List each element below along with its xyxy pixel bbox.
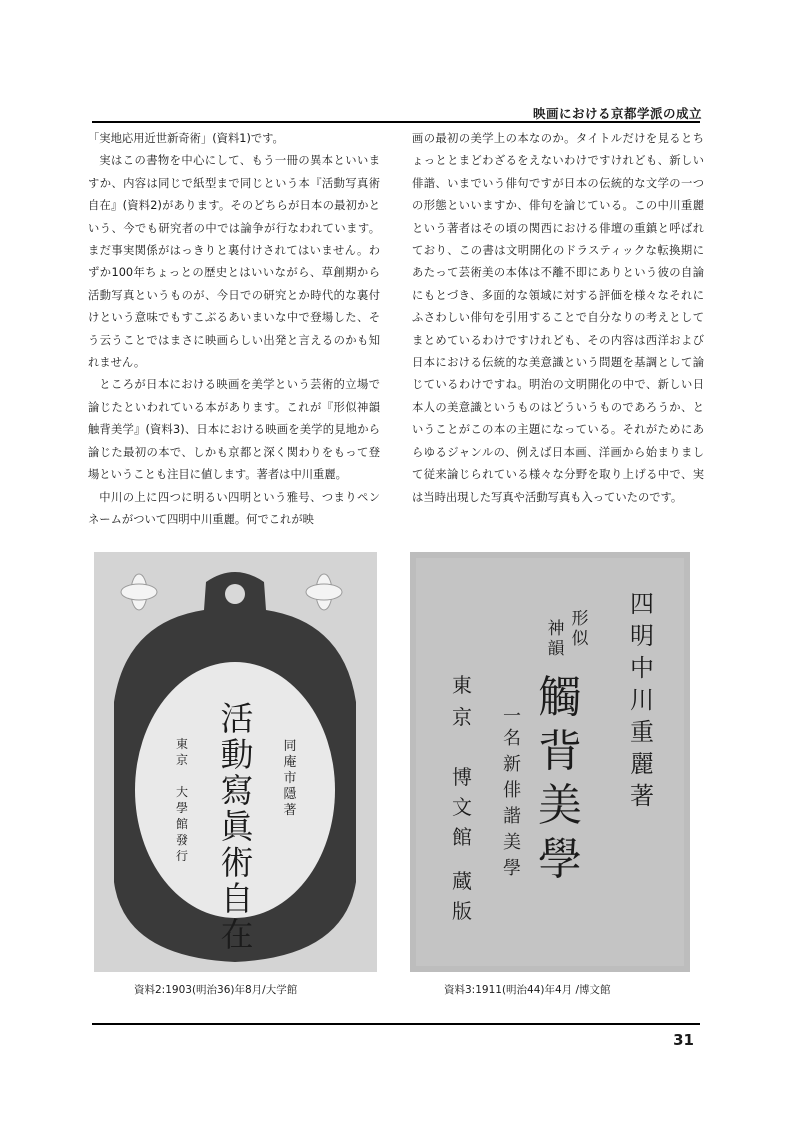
cover-author-char: 庵 — [283, 755, 297, 770]
page-number: 31 — [673, 1031, 694, 1049]
running-header: 映画における京都学派の成立 — [532, 106, 702, 121]
cover-alt-title-char: 俳 — [503, 780, 521, 801]
cover-place-char: 東 — [452, 673, 472, 697]
cover-title-char: 動 — [220, 735, 254, 774]
paragraph: ところが日本における映画を美学という芸術的立場で論じたといわれている本があります。これが『形似神韻触背美学』(資料3)、日本における映画を美学的見地から論じた最初の本で、しかも京都と深く関わりをもって登場ということも注目に値します。著者は中川重麗。 — [88, 378, 380, 482]
cover-publisher-char: 京 — [175, 753, 189, 767]
cover-author-char: 重 — [630, 718, 654, 746]
cover-alt-title-char: 新 — [503, 754, 521, 775]
cover-title-char: 觸 — [538, 672, 582, 723]
cover-title-char: 在 — [220, 915, 254, 954]
cover-subtitle-char: 形 — [571, 609, 589, 629]
paragraph: 画の最初の美学上の本なのか。タイトルだけを見るとちょっととまどわざるをえないわけですけれども、新しい俳諧、いまでいう俳句ですが日本の伝統的な文学の一つの形態といいますか、俳句を論じている。この中川重麗という著者はその頃の関西における俳壇の重鎮と呼ばれており、この書は文明開化のドラスティックな転換期にあたって芸術美の本体は不離不即にありという彼の自論にもとづき、多面的な領域に対する評価を様々なそれにふさわしい俳句を引用することで自分なりの考えとしてまとめているわけですけれども、その内容は西洋および日本における伝統的な美意識という問題を基調として論じているわけですね。明治の文明開化の中で、新しい日本人の美意識というものはどういうものであろうか、ということがこの本の主題になっている。それがためにあらゆるジャンルの、例えば日本画、洋画から始まりまして従来論じられている様々な分野を取り上げる中で、実は当時出現した写真や活動写真も入っていたのです。 — [412, 132, 704, 504]
cover-publisher-char: 行 — [175, 849, 189, 863]
figure-2-book-cover — [94, 552, 377, 972]
cover-author-char: 市 — [283, 771, 297, 786]
paragraph: 実はこの書物を中心にして、もう一冊の異本といいますか、内容は同じで紙型まで同じという本『活動写真術自在』(資料2)があります。そのどちらが日本の最初かという、今でも研究者の中では論争が行なわれています。まだ事実関係がはっきりと裏付けされてはいません。わずか100年ちょっとの歴史とはいいながら、草創期から活動写真というものが、今日での研究とか時代的な裏付けという意味でもすこぶるあいまいな中で登場した、そう云うことではまさに映画らしい出発と言えるのかも知れません。 — [88, 154, 380, 370]
cover-illustration — [94, 552, 377, 972]
paragraph: 「実地応用近世新奇術」(資料1)です。 — [88, 132, 284, 145]
cover-title-char: 術 — [220, 843, 254, 882]
cover-publisher-char: 發 — [175, 833, 189, 847]
header-rule — [92, 121, 700, 123]
cover-publisher-char: 博 — [452, 765, 472, 789]
cover-title-char: 寫 — [220, 771, 254, 810]
cover-author-char: 川 — [630, 686, 654, 714]
cover-author-char: 中 — [630, 654, 654, 682]
cover-alt-title-char: 一 — [503, 706, 521, 727]
cover-place-char: 京 — [452, 705, 472, 729]
cover-alt-title-char: 美 — [503, 832, 521, 853]
cover-publisher-char: 文 — [452, 795, 472, 819]
cover-author-char: 著 — [630, 782, 654, 810]
cover-alt-title-char: 學 — [503, 858, 521, 879]
figure-2-caption: 資料2:1903(明治36)年8月/大学館 — [134, 984, 298, 996]
figure-3-caption: 資料3:1911(明治44)年4月 /博文館 — [444, 984, 611, 996]
right-column — [412, 128, 704, 509]
cover-publisher-char: 學 — [175, 801, 189, 815]
cover-publisher-char: 大 — [175, 785, 189, 799]
cover-title-char: 美 — [538, 780, 582, 831]
cover-title-char: 活 — [220, 699, 254, 738]
cover-subtitle-char: 韻 — [547, 639, 565, 659]
figure-3-book-cover — [410, 552, 690, 972]
cover-author-char: 同 — [283, 739, 297, 754]
cover-title-char: 背 — [538, 726, 582, 777]
cover-title-char: 眞 — [220, 807, 254, 846]
footer-rule — [92, 1023, 700, 1025]
cover-publisher-char: 蔵 — [452, 869, 472, 893]
cover-author-char: 麗 — [630, 750, 654, 778]
cover-title-char: 自 — [220, 879, 254, 918]
cover-title-char: 學 — [538, 834, 582, 885]
cover-publisher-char: 版 — [452, 899, 472, 923]
cover-author-char: 四 — [630, 590, 654, 618]
cover-alt-title-char: 諧 — [503, 806, 521, 827]
cover-alt-title-char: 名 — [503, 728, 521, 749]
cover-subtitle-char: 似 — [571, 629, 589, 649]
cover-author-char: 隱 — [283, 787, 297, 802]
cover-publisher-char: 館 — [175, 817, 189, 831]
cover-publisher-char: 東 — [175, 737, 189, 751]
left-column — [88, 128, 380, 531]
cover-subtitle-char: 神 — [547, 619, 565, 639]
cover-publisher-char: 館 — [452, 825, 472, 849]
cover-author-char: 明 — [630, 622, 654, 650]
paragraph: 中川の上に四つに明るい四明という雅号、つまりペンネームがついて四明中川重麗。何でこれが映 — [88, 490, 380, 526]
cover-illustration — [410, 552, 690, 972]
cover-author-char: 著 — [283, 803, 297, 818]
